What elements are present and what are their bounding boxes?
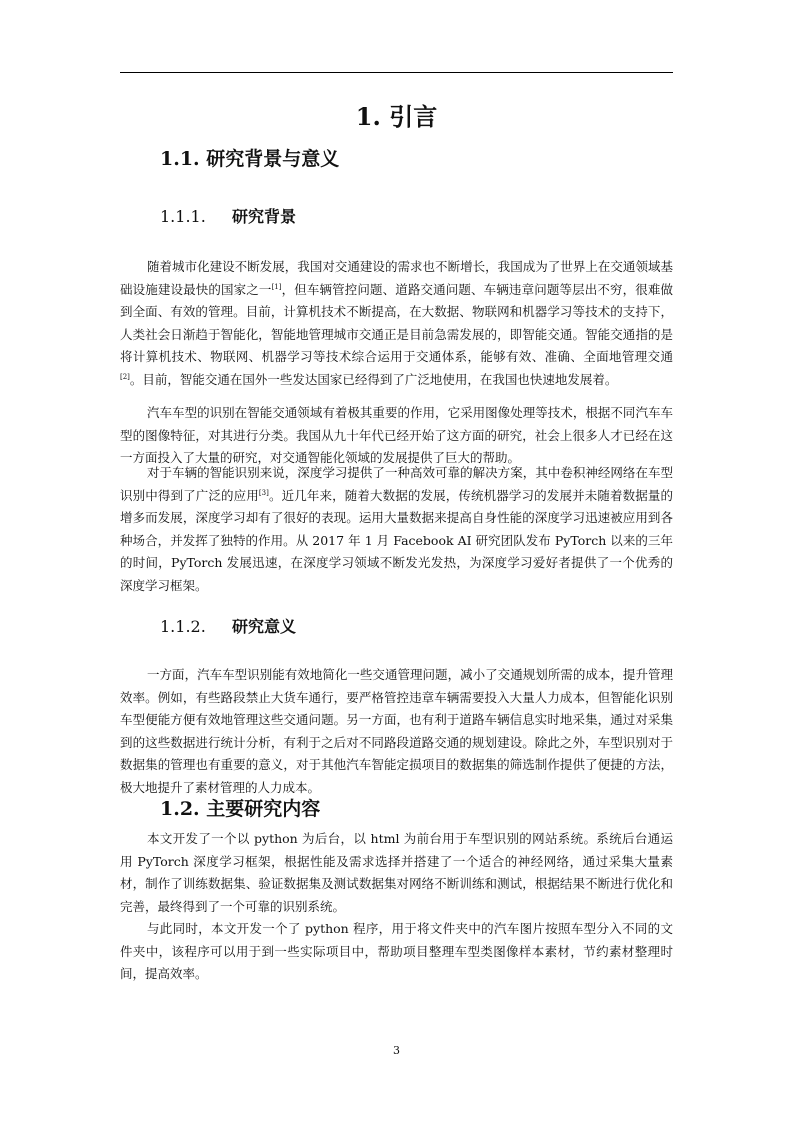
subsection-heading-1-1-2 xyxy=(160,616,296,638)
subsection-heading-1-1-1 xyxy=(160,206,296,228)
citation-ref: [2] xyxy=(120,372,130,381)
background-paragraph-2: 汽车车型的识别在智能交通领域有着极其重要的作用，它采用图像处理等技术，根据不同汽车车型的图像特征，对其进行分类。我国从九十年代已经开始了这方面的研究，社会上很多人才已经在这一方面投入了大量的研究，对交通智能化领域的发展提供了巨大的帮助。 xyxy=(120,405,673,466)
content-paragraph-1: 本文开发了一个以 python 为后台，以 html 为前台用于车型识别的网站系统。系统后台通运用 PyTorch 深度学习框架，根据性能及需求选择并搭建了一个适合的神经网络，通过采集大量素材，制作了训练数据集、验证数据集及测试数据集对网络不断训练和测试，根据结果不断进行优化和完善，最终得到了一个可靠的识别系统。 xyxy=(120,831,673,914)
paragraph-text: 随着城市化建设不断发展，我国对交通建设的需求也不断增长，我国成为了世界上在交通领域基础设施建设最快的国家之一 xyxy=(120,259,673,297)
paragraph-text: 。近几年来，随着大数据的发展，传统机器学习的发展并未随着数据量的增多而发展，深度学习却有了很好的表现。运用大量数据来提高自身性能的深度学习迅速被应用到各种场合，并发挥了独特的作用。从 2017 年 1 月 Facebook AI 研究团队发布 PyTorch 以来的三年的时间，PyTorch 发展迅速，在深度学习领域不断发光发热，为深度学习爱好者提供了一个优秀的深度学习框架。 xyxy=(120,487,673,593)
paragraph-text: ，但车辆管控问题、道路交通问题、车辆违章问题等层出不穷，很难做到全面、有效的管理。目前，计算机技术不断提高，在大数据、物联网和机器学习等技术的支持下，人类社会日渐趋于智能化，智能地管理城市交通正是目前急需发展的，即智能交通。智能交通指的是将计算机技术、物联网、机器学习等技术综合运用于交通体系，能够有效、准确、全面地管理交通 xyxy=(120,281,673,365)
subsection-title: 研究意义 xyxy=(232,617,297,636)
background-paragraph-1 xyxy=(120,256,673,392)
header-rule xyxy=(120,72,673,73)
section-title-1-1: 1.1. 研究背景与意义 xyxy=(160,148,340,170)
citation-ref: [1] xyxy=(271,282,282,291)
paragraph-text: 。目前，智能交通在国外一些发达国家已经得到了广泛地使用，在我国也快速地发展着。 xyxy=(129,371,618,387)
subsection-number: 1.1.1. xyxy=(160,207,206,226)
subsection-title: 研究背景 xyxy=(232,207,297,226)
citation-ref: [3] xyxy=(258,488,269,497)
subsection-number: 1.1.2. xyxy=(160,617,206,636)
page-number: 3 xyxy=(393,1044,400,1057)
chapter-title: 1. 引言 xyxy=(355,102,438,131)
background-paragraph-3 xyxy=(120,462,673,598)
content-paragraph-2: 与此同时，本文开发一个了 python 程序，用于将文件夹中的汽车图片按照车型分入不同的文件夹中，该程序可以用于到一些实际项目中，帮助项目整理车型类图像样本素材，节约素材整理时间，提高效率。 xyxy=(120,921,673,982)
paragraph-text: 对于车辆的智能识别来说，深度学习提供了一种高效可靠的解决方案，其中卷积神经网络在车型识别中得到了广泛的应用 xyxy=(120,465,673,503)
significance-paragraph: 一方面，汽车车型识别能有效地简化一些交通管理问题，减小了交通规划所需的成本，提升管理效率。例如，有些路段禁止大货车通行，要严格管控违章车辆需要投入大量人力成本，但智能化识别车型便能方便有效地管理这些交通问题。另一方面，也有利于道路车辆信息实时地采集，通过对采集到的这些数据进行统计分析，有利于之后对不同路段道路交通的规划建设。除此之外，车型识别对于数据集的管理也有重要的意义，对于其他汽车智能定损项目的数据集的筛选制作提供了便捷的方法，极大地提升了素材管理的人力成本。 xyxy=(120,667,673,795)
section-title-1-2: 1.2. 主要研究内容 xyxy=(160,798,321,820)
